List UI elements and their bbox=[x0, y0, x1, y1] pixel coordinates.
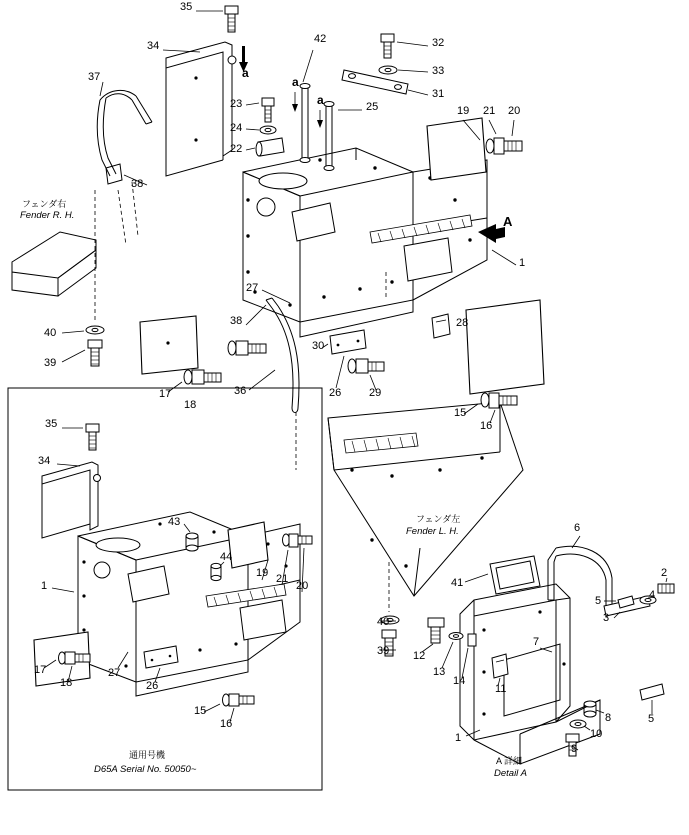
callout-38-top: 38 bbox=[131, 178, 144, 190]
callout-16-top: 16 bbox=[480, 420, 493, 432]
callout-41: 41 bbox=[451, 577, 464, 589]
nut-2 bbox=[658, 584, 674, 593]
bolt-29 bbox=[348, 359, 384, 373]
section-marker-A: A bbox=[503, 214, 513, 229]
callout-10: 10 bbox=[590, 728, 603, 740]
bracket-34-inset bbox=[42, 462, 101, 538]
callout-33: 33 bbox=[432, 65, 445, 77]
callout-37: 37 bbox=[88, 71, 101, 83]
callout-20: 20 bbox=[508, 105, 521, 117]
caption-serial-en: D65A Serial No. 50050~ bbox=[94, 764, 197, 775]
bolt-18 bbox=[184, 370, 221, 384]
bolt-35-top bbox=[225, 6, 238, 32]
section-letter-a-2: a bbox=[292, 75, 299, 89]
callout-31: 31 bbox=[432, 88, 445, 100]
handle-6 bbox=[548, 546, 612, 614]
washer-10 bbox=[570, 720, 586, 728]
callout-32: 32 bbox=[432, 37, 445, 49]
bolt-32 bbox=[381, 34, 394, 58]
callout-21: 21 bbox=[483, 105, 496, 117]
bolt-16-inset bbox=[223, 694, 255, 706]
cover-panel-19 bbox=[427, 118, 486, 180]
bracket-5-lower bbox=[640, 684, 664, 700]
callout-17-inset: 17 bbox=[34, 664, 47, 676]
fender-rh-piece bbox=[12, 232, 96, 296]
callout-35-inset: 35 bbox=[45, 418, 58, 430]
rod-25 bbox=[324, 102, 334, 171]
callout-40-top: 40 bbox=[44, 327, 57, 339]
callout-26-top: 26 bbox=[329, 387, 342, 399]
callout-5-upper: 5 bbox=[595, 595, 602, 607]
handle-37 bbox=[97, 90, 152, 184]
callout-8: 8 bbox=[605, 712, 612, 724]
side-panel-17-18 bbox=[140, 316, 198, 374]
callout-24: 24 bbox=[230, 122, 243, 134]
callout-7: 7 bbox=[533, 636, 540, 648]
bolt-39-top bbox=[88, 340, 102, 366]
callout-28: 28 bbox=[456, 317, 469, 329]
bracket-34-top bbox=[166, 42, 236, 176]
bolt-38-mid bbox=[228, 341, 266, 355]
bolt-35-inset bbox=[86, 424, 99, 450]
callout-44: 44 bbox=[220, 551, 233, 563]
bushing-22 bbox=[256, 138, 284, 156]
callout-1-detail: 1 bbox=[455, 732, 462, 744]
callout-34-top: 34 bbox=[147, 40, 160, 52]
callout-2: 2 bbox=[661, 567, 668, 579]
bolt-16 bbox=[481, 393, 517, 408]
callout-29: 29 bbox=[369, 387, 382, 399]
section-letter-a-1: a bbox=[242, 66, 249, 80]
callout-27-top: 27 bbox=[246, 282, 259, 294]
cover-panel-19-inset bbox=[228, 522, 268, 568]
callout-21-inset: 21 bbox=[276, 573, 289, 585]
clip-11 bbox=[492, 654, 508, 678]
callout-22: 22 bbox=[230, 143, 243, 155]
caption-detail-a-jp: A 詳細 bbox=[496, 756, 523, 766]
plate-26 bbox=[330, 330, 366, 354]
callout-1-top: 1 bbox=[519, 257, 526, 269]
bolt-23 bbox=[262, 98, 274, 122]
callout-18-inset: 18 bbox=[60, 677, 73, 689]
link-bar-31 bbox=[342, 70, 408, 94]
callout-20-inset: 20 bbox=[296, 580, 309, 592]
callout-14: 14 bbox=[453, 675, 466, 687]
callout-11: 11 bbox=[495, 683, 507, 695]
pin-44 bbox=[211, 563, 221, 580]
callout-13: 13 bbox=[433, 666, 446, 678]
callout-23: 23 bbox=[230, 98, 243, 110]
main-body-group bbox=[243, 148, 505, 337]
callout-18-top: 18 bbox=[184, 399, 197, 411]
callout-4: 4 bbox=[649, 589, 656, 601]
nut-14 bbox=[468, 634, 476, 646]
caption-detail-a-en: Detail A bbox=[494, 768, 527, 779]
callout-9: 9 bbox=[571, 743, 578, 755]
callout-40-detail: 40 bbox=[377, 616, 390, 628]
callout-43: 43 bbox=[168, 516, 181, 528]
caption-fender-rh-en: Fender R. H. bbox=[20, 210, 75, 221]
pin-43 bbox=[186, 533, 198, 551]
callout-6: 6 bbox=[574, 522, 581, 534]
callout-26-inset: 26 bbox=[146, 680, 159, 692]
callout-38-mid: 38 bbox=[230, 315, 243, 327]
callout-42: 42 bbox=[314, 33, 327, 45]
cover-panel-15 bbox=[466, 300, 544, 394]
callout-19: 19 bbox=[457, 105, 470, 117]
caption-fender-rh-jp: フェンダ右 bbox=[22, 199, 67, 209]
callout-16-inset: 16 bbox=[220, 718, 233, 730]
callout-19-inset: 19 bbox=[256, 567, 269, 579]
callout-30: 30 bbox=[312, 340, 325, 352]
callout-36: 36 bbox=[234, 385, 247, 397]
callout-34-inset: 34 bbox=[38, 455, 51, 467]
callout-5-lower: 5 bbox=[648, 713, 655, 725]
callout-15-inset: 15 bbox=[194, 705, 207, 717]
callout-25: 25 bbox=[366, 101, 379, 113]
caption-fender-lh-jp: フェンダ左 bbox=[416, 514, 461, 524]
callout-17-top: 17 bbox=[159, 388, 172, 400]
washer-13 bbox=[449, 633, 463, 640]
callout-39-detail: 39 bbox=[377, 645, 390, 657]
bolt-8 bbox=[584, 701, 596, 717]
caption-serial-jp: 通用号機 bbox=[129, 750, 166, 760]
clip-28 bbox=[432, 314, 450, 338]
bolt-18-inset bbox=[59, 652, 91, 664]
section-letter-a-3: a bbox=[317, 93, 324, 107]
plate-26-inset bbox=[144, 646, 178, 668]
callout-15-top: 15 bbox=[454, 407, 467, 419]
callout-3: 3 bbox=[603, 612, 610, 624]
callout-12: 12 bbox=[413, 650, 426, 662]
callout-39-top: 39 bbox=[44, 357, 57, 369]
bolt-20-inset bbox=[283, 534, 313, 547]
callout-35-top: 35 bbox=[180, 1, 193, 13]
callout-27-inset: 27 bbox=[108, 667, 121, 679]
bolt-20-group bbox=[486, 138, 522, 154]
detail-a-group bbox=[460, 556, 603, 764]
bolt-12 bbox=[428, 618, 444, 643]
caption-fender-lh-en: Fender L. H. bbox=[406, 526, 459, 537]
pin-42 bbox=[300, 84, 310, 163]
callout-1-inset: 1 bbox=[41, 580, 48, 592]
